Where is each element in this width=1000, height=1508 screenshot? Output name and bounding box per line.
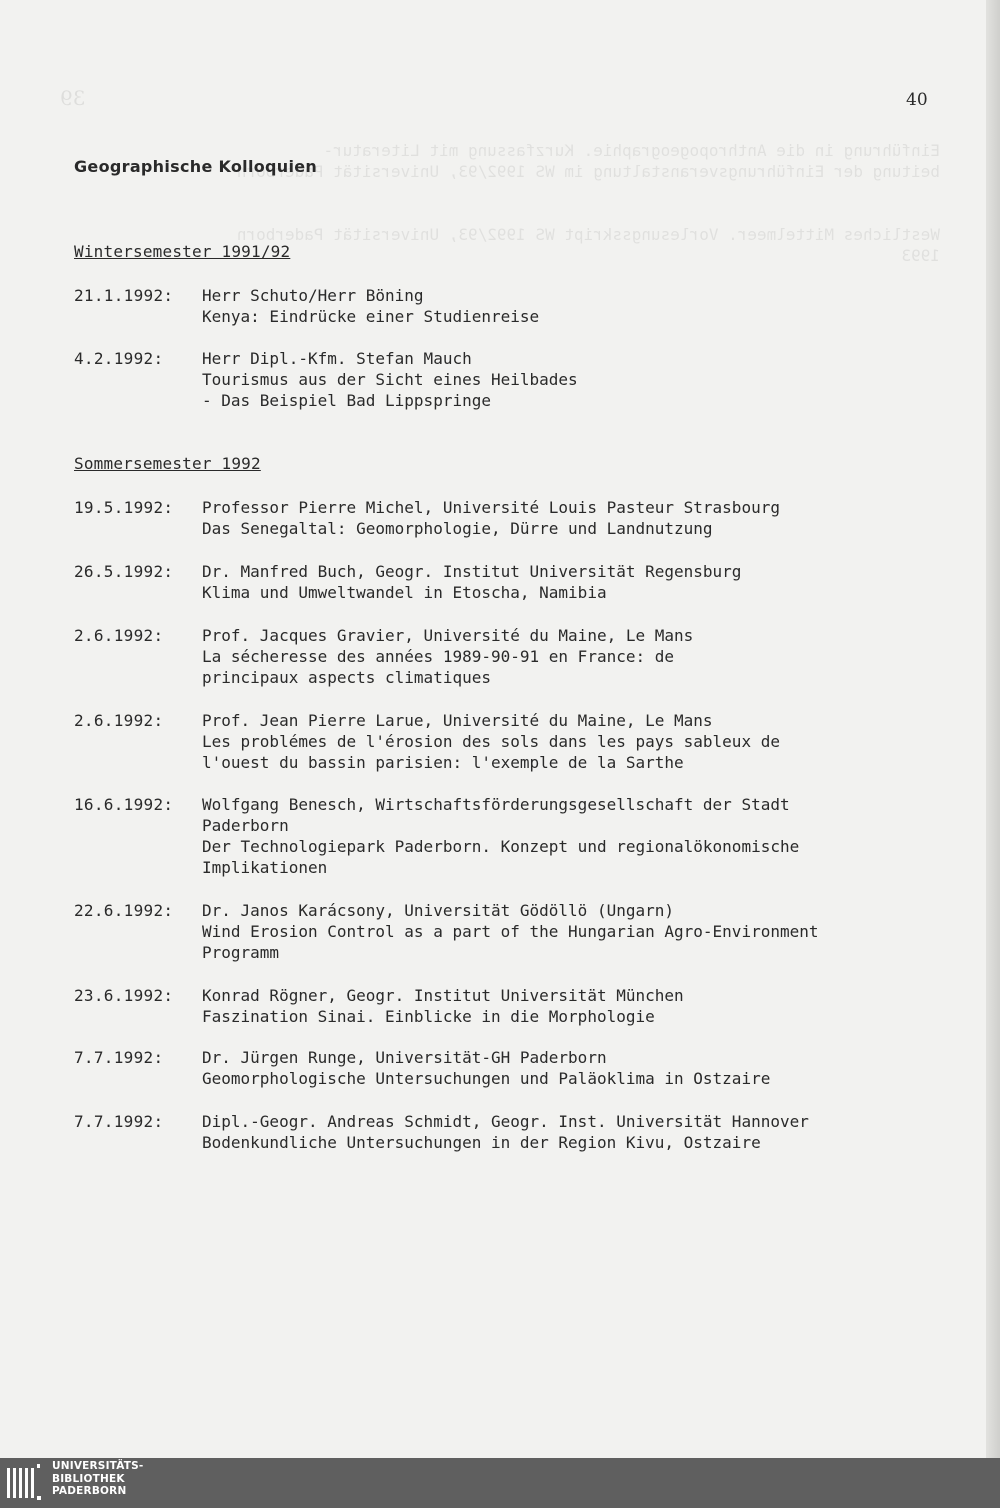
entry-line: Das Senegaltal: Geomorphologie, Dürre und Landnutzung: [202, 519, 713, 538]
entry-date: 7.7.1992:: [74, 1048, 164, 1067]
entry-line: Tourismus aus der Sicht eines Heilbades: [202, 370, 578, 389]
entry-line: Professor Pierre Michel, Université Louis Pasteur Strasbourg: [202, 498, 780, 517]
entry-date: 26.5.1992:: [74, 562, 174, 581]
entry-line: Paderborn: [202, 816, 289, 835]
entry-line: Dr. Manfred Buch, Geogr. Institut Universität Regensburg: [202, 562, 742, 581]
library-footer-bar: [0, 1458, 1000, 1508]
logo-line: PADERBORN: [52, 1485, 127, 1497]
entry-line: La sécheresse des années 1989-90-91 en France: de: [202, 647, 675, 666]
entry-line: Der Technologiepark Paderborn. Konzept und regionalökonomische: [202, 837, 800, 856]
entry-line: Klima und Umweltwandel in Etoscha, Namibia: [202, 583, 607, 602]
entry-line: Prof. Jacques Gravier, Université du Maine, Le Mans: [202, 626, 694, 645]
entry-line: Herr Schuto/Herr Böning: [202, 286, 424, 305]
entry-date: 2.6.1992:: [74, 626, 164, 645]
entry-line: Les problémes de l'érosion des sols dans les pays sableux de: [202, 732, 780, 751]
entry-line: l'ouest du bassin parisien: l'exemple de la Sarthe: [202, 753, 684, 772]
entry-line: Herr Dipl.-Kfm. Stefan Mauch: [202, 349, 472, 368]
entry-date: 7.7.1992:: [74, 1112, 164, 1131]
page-number: 40: [906, 90, 928, 110]
logo-line: UNIVERSITÄTS-: [52, 1460, 144, 1472]
entry-line: Kenya: Eindrücke einer Studienreise: [202, 307, 540, 326]
logo-line: BIBLIOTHEK: [52, 1472, 125, 1485]
entry-line: Konrad Rögner, Geogr. Institut Universität München: [202, 986, 684, 1005]
semester-heading-winter: Wintersemester 1991/92: [74, 242, 291, 261]
entry-line: principaux aspects climatiques: [202, 668, 491, 687]
semester-heading-summer: Sommersemester 1992: [74, 454, 261, 473]
library-logo-icon: [6, 1462, 46, 1504]
entry-date: 2.6.1992:: [74, 711, 164, 730]
page-edge: [986, 0, 1000, 1458]
entry-line: Wolfgang Benesch, Wirtschaftsförderungsgesellschaft der Stadt: [202, 795, 790, 814]
entry-line: Geomorphologische Untersuchungen und Paläoklima in Ostzaire: [202, 1069, 771, 1088]
entry-line: Programm: [202, 943, 280, 962]
entry-line: Faszination Sinai. Einblicke in die Morphologie: [202, 1007, 655, 1026]
entry-date: 4.2.1992:: [74, 349, 164, 368]
entry-line: Dr. Jürgen Runge, Universität-GH Paderborn: [202, 1048, 607, 1067]
entry-line: Dipl.-Geogr. Andreas Schmidt, Geogr. Inst. Universität Hannover: [202, 1112, 809, 1131]
entry-date: 19.5.1992:: [74, 498, 174, 517]
entry-date: 22.6.1992:: [74, 901, 174, 920]
entry-line: Wind Erosion Control as a part of the Hungarian Agro-Environment: [202, 922, 819, 941]
library-logo-text: [52, 1460, 143, 1498]
page-title: Geographische Kolloquien: [74, 157, 318, 176]
entry-date: 21.1.1992:: [74, 286, 174, 305]
entry-line: - Das Beispiel Bad Lippspringe: [202, 391, 491, 410]
entry-line: Prof. Jean Pierre Larue, Université du Maine, Le Mans: [202, 711, 713, 730]
entry-date: 16.6.1992:: [74, 795, 174, 814]
show-through-text: Einführung in die Anthropogeographie. Kurzfassung mit Literatur- beitung der Einführungsveranstaltung im WS 1992/93, Universität Paderborn Westliches Mittelmeer. Vorlesungsskript WS 1992/93, Universität Paderborn 1993: [236, 141, 940, 265]
show-through-page-number: 39: [60, 86, 86, 110]
entry-line: Implikationen: [202, 858, 328, 877]
entry-line: Bodenkundliche Untersuchungen in der Region Kivu, Ostzaire: [202, 1133, 761, 1152]
entry-date: 23.6.1992:: [74, 986, 174, 1005]
entry-line: Dr. Janos Karácsony, Universität Gödöllö (Ungarn): [202, 901, 675, 920]
